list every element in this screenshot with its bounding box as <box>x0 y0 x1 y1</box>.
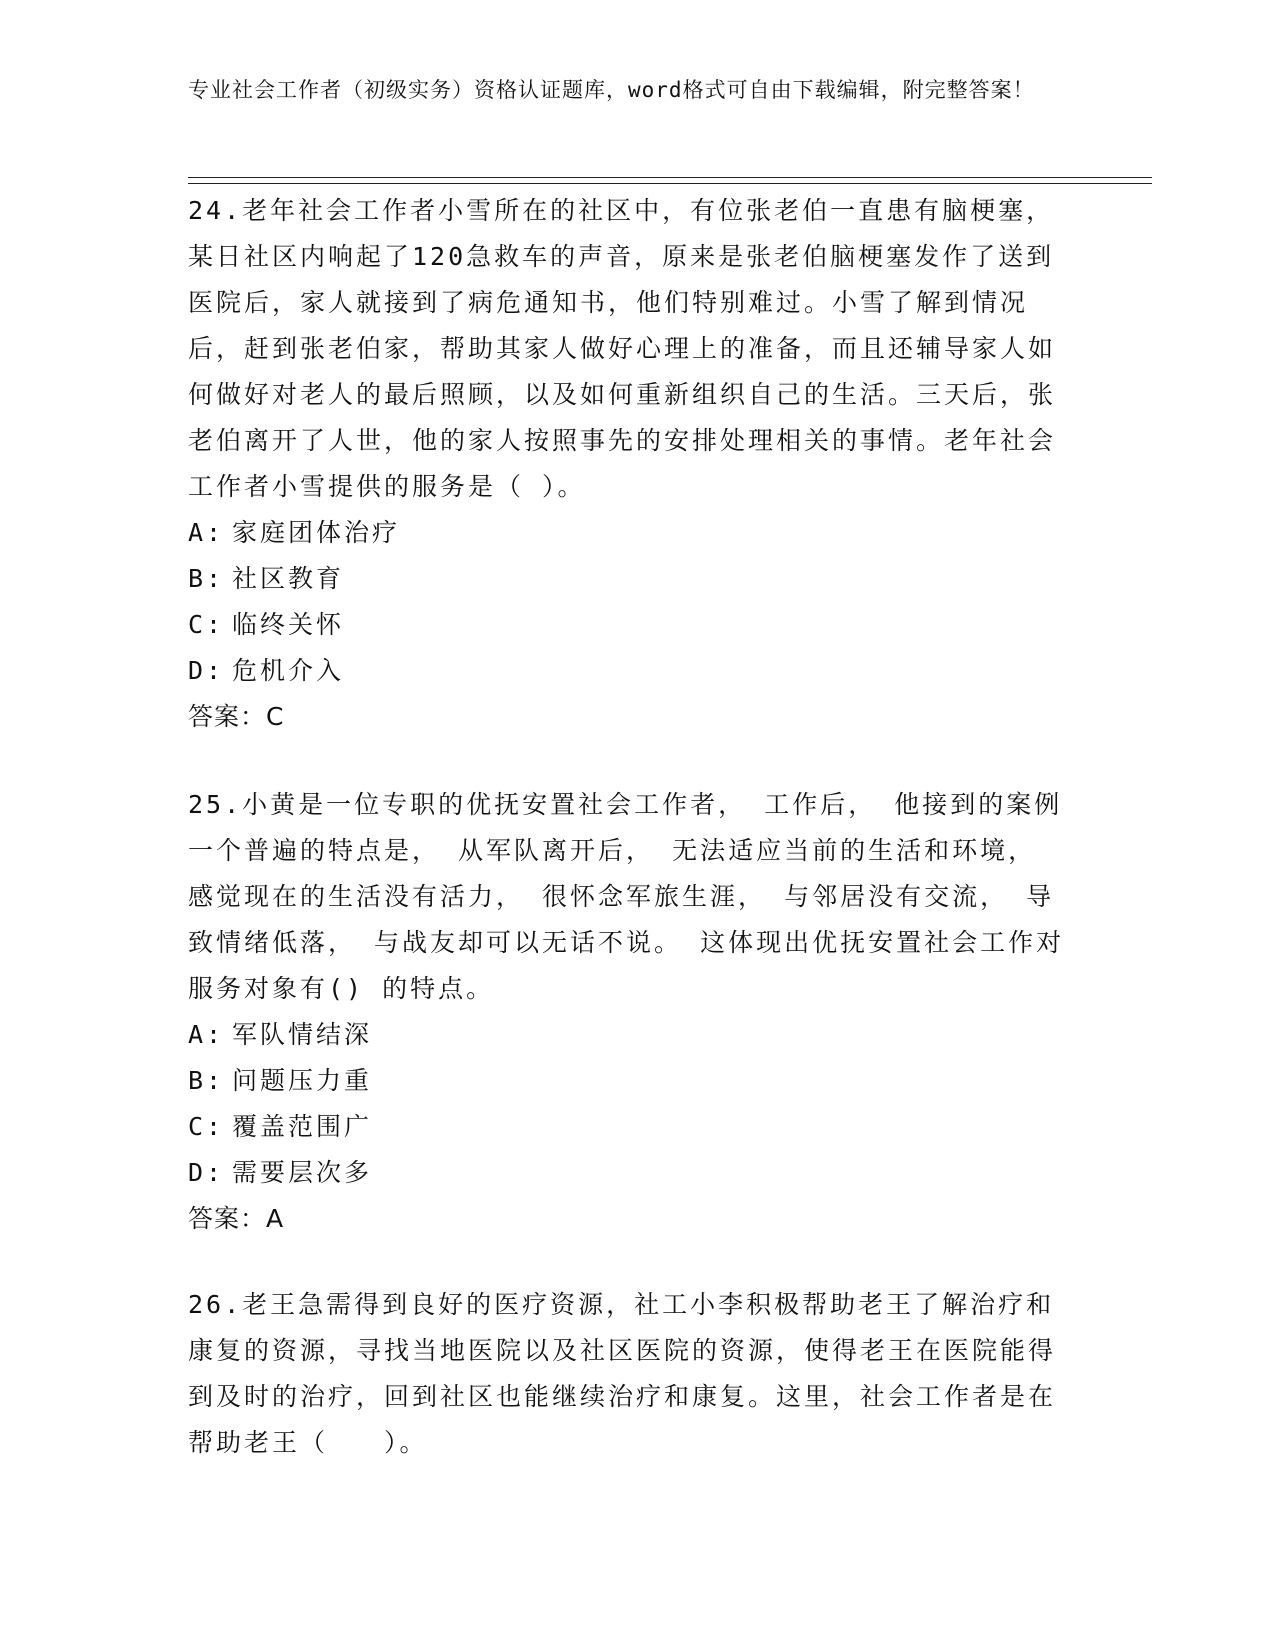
option-b <box>188 1058 1068 1104</box>
option-text: 问题压力重 <box>232 1066 373 1095</box>
option-text: 家庭团体治疗 <box>232 518 401 547</box>
option-letter: C: <box>188 1112 225 1141</box>
option-letter: A: <box>188 1020 225 1049</box>
option-text: 临终关怀 <box>232 610 345 639</box>
question-24 <box>188 188 1068 740</box>
question-25 <box>188 782 1068 1242</box>
option-letter: B: <box>188 1066 225 1095</box>
header-divider-bottom <box>188 183 1152 184</box>
option-a <box>188 1012 1068 1058</box>
answer-line: 答案：A <box>188 1204 285 1233</box>
header-divider-top <box>188 177 1152 178</box>
option-letter: D: <box>188 656 225 685</box>
option-c <box>188 602 1068 648</box>
option-text: 危机介入 <box>232 656 345 685</box>
question-stem: 26.老王急需得到良好的医疗资源，社工小李积极帮助老王了解治疗和康复的资源，寻找当地医院以及社区医院的资源，使得老王在医院能得到及时的治疗，回到社区也能继续治疗和康复。这里，社会工作者是在帮助老王（ ）。 <box>188 1290 1057 1457</box>
answer-line: 答案：C <box>188 702 285 731</box>
option-b <box>188 556 1068 602</box>
option-text: 需要层次多 <box>232 1158 373 1187</box>
option-letter: D: <box>188 1158 225 1187</box>
option-d <box>188 648 1068 694</box>
option-text: 覆盖范围广 <box>232 1112 373 1141</box>
option-a <box>188 510 1068 556</box>
option-letter: C: <box>188 610 225 639</box>
option-d <box>188 1150 1068 1196</box>
option-text: 军队情结深 <box>232 1020 373 1049</box>
option-letter: A: <box>188 518 225 547</box>
question-26 <box>188 1282 1068 1466</box>
document-header: 专业社会工作者（初级实务）资格认证题库，word格式可自由下载编辑，附完整答案！ <box>188 78 1035 102</box>
option-letter: B: <box>188 564 225 593</box>
option-c <box>188 1104 1068 1150</box>
question-stem: 25.小黄是一位专职的优抚安置社会工作者， 工作后， 他接到的案例一个普遍的特点是， 从军队离开后， 无法适应当前的生活和环境， 感觉现在的生活没有活力， 很怀念军旅生涯， 与邻居没有交流， 导致情绪低落， 与战友却可以无话不说。 这体现出优抚安置社会工作对服务对象有() 的特点。 <box>188 790 1065 1003</box>
option-text: 社区教育 <box>232 564 345 593</box>
question-stem: 24.老年社会工作者小雪所在的社区中，有位张老伯一直患有脑梗塞，某日社区内响起了120急救车的声音，原来是张老伯脑梗塞发作了送到医院后，家人就接到了病危通知书，他们特别难过。小雪了解到情况后，赶到张老伯家，帮助其家人做好心理上的准备，而且还辅导家人如何做好对老人的最后照顾，以及如何重新组织自己的生活。三天后，张老伯离开了人世，他的家人按照事先的安排处理相关的事情。老年社会工作者小雪提供的服务是（ ）。 <box>188 196 1057 501</box>
